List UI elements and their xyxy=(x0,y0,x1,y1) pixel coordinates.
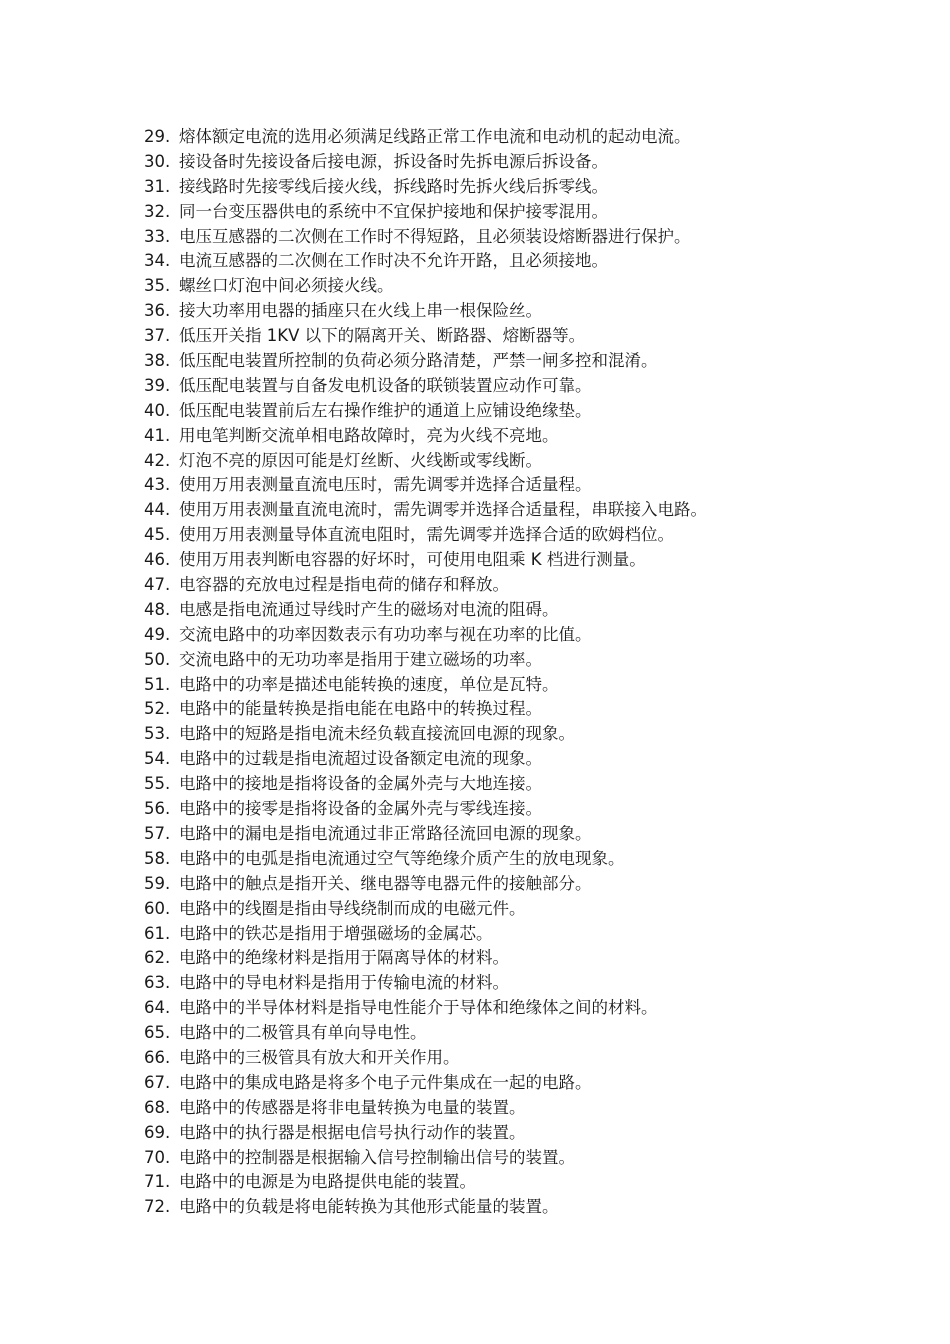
item-number: 55. xyxy=(144,774,171,794)
list-item xyxy=(144,697,707,722)
item-number: 67. xyxy=(144,1072,171,1092)
item-number: 72. xyxy=(144,1197,171,1217)
list-item xyxy=(144,648,707,673)
list-item xyxy=(144,299,707,324)
item-text: 熔体额定电流的选用必须满足线路正常工作电流和电动机的起动电流。 xyxy=(179,127,691,146)
list-item xyxy=(144,349,707,374)
item-text: 使用万用表判断电容器的好坏时，可使用电阻乘 K 档进行测量。 xyxy=(179,550,646,570)
list-item xyxy=(144,225,707,250)
list-item xyxy=(144,424,707,449)
list-item xyxy=(144,598,707,623)
item-text: 同一台变压器供电的系统中不宜保护接地和保护接零混用。 xyxy=(179,201,608,221)
item-text: 电路中的三极管具有放大和开关作用。 xyxy=(179,1047,460,1067)
item-number: 69. xyxy=(144,1122,171,1142)
list-item xyxy=(144,324,707,349)
item-number: 36. xyxy=(144,301,171,321)
item-text: 电路中的负载是将电能转换为其他形式能量的装置。 xyxy=(179,1197,559,1217)
item-number: 32. xyxy=(144,201,171,221)
item-text: 电路中的接地是指将设备的金属外壳与大地连接。 xyxy=(179,774,542,794)
list-item xyxy=(144,1071,707,1096)
list-item xyxy=(144,1170,707,1195)
list-item xyxy=(144,523,707,548)
list-item xyxy=(144,897,707,922)
item-text: 低压开关指 1KV 以下的隔离开关、断路器、熔断器等。 xyxy=(179,326,586,346)
item-text: 电路中的功率是描述电能转换的速度，单位是瓦特。 xyxy=(179,674,559,694)
item-number: 42. xyxy=(144,450,171,470)
item-number: 51. xyxy=(144,674,171,694)
list-item xyxy=(144,548,707,573)
list-item xyxy=(144,399,707,424)
item-number: 65. xyxy=(144,1023,171,1043)
item-number: 40. xyxy=(144,400,171,420)
item-number: 37. xyxy=(144,326,171,346)
item-text: 电路中的传感器是将非电量转换为电量的装置。 xyxy=(179,1097,526,1117)
item-number: 62. xyxy=(144,948,171,968)
list-item xyxy=(144,374,707,399)
item-number: 44. xyxy=(144,500,171,520)
item-number: 43. xyxy=(144,475,171,495)
item-text: 电路中的半导体材料是指导电性能介于导体和绝缘体之间的材料。 xyxy=(179,998,658,1018)
item-text: 使用万用表测量导体直流电阻时，需先调零并选择合适的欧姆档位。 xyxy=(179,525,674,545)
item-text: 电路中的过载是指电流超过设备额定电流的现象。 xyxy=(179,749,542,769)
list-item xyxy=(144,1121,707,1146)
item-text: 电容器的充放电过程是指电荷的储存和释放。 xyxy=(179,575,509,595)
list-item xyxy=(144,747,707,772)
list-item xyxy=(144,1195,707,1220)
item-number: 41. xyxy=(144,425,171,445)
list-item xyxy=(144,1046,707,1071)
list-item xyxy=(144,996,707,1021)
list-item xyxy=(144,274,707,299)
list-item xyxy=(144,1021,707,1046)
item-text: 接线路时先接零线后接火线，拆线路时先拆火线后拆零线。 xyxy=(179,176,608,196)
item-text: 电路中的触点是指开关、继电器等电器元件的接触部分。 xyxy=(179,873,592,893)
list-item xyxy=(144,822,707,847)
item-number: 64. xyxy=(144,998,171,1018)
item-text: 接大功率用电器的插座只在火线上串一根保险丝。 xyxy=(179,301,542,321)
item-text: 电路中的铁芯是指用于增强磁场的金属芯。 xyxy=(179,923,493,943)
list-item xyxy=(144,946,707,971)
item-number: 71. xyxy=(144,1172,171,1192)
list-item xyxy=(144,772,707,797)
item-text: 电路中的集成电路是将多个电子元件集成在一起的电路。 xyxy=(179,1072,592,1092)
item-text: 电路中的执行器是根据电信号执行动作的装置。 xyxy=(179,1122,526,1142)
list-item xyxy=(144,872,707,897)
item-text: 电路中的电源是为电路提供电能的装置。 xyxy=(179,1172,476,1192)
item-text: 电路中的二极管具有单向导电性。 xyxy=(179,1023,427,1043)
list-item xyxy=(144,1096,707,1121)
item-number: 53. xyxy=(144,724,171,744)
list-item xyxy=(144,797,707,822)
list-item xyxy=(144,623,707,648)
numbered-statement-list xyxy=(144,125,707,1220)
item-text: 使用万用表测量直流电流时，需先调零并选择合适量程，串联接入电路。 xyxy=(179,500,707,520)
item-number: 49. xyxy=(144,624,171,644)
item-number: 56. xyxy=(144,799,171,819)
item-text: 电路中的导电材料是指用于传输电流的材料。 xyxy=(179,973,509,993)
item-number: 68. xyxy=(144,1097,171,1117)
list-item xyxy=(144,200,707,225)
item-text: 交流电路中的无功功率是指用于建立磁场的功率。 xyxy=(179,649,542,669)
item-text: 低压配电装置前后左右操作维护的通道上应铺设绝缘垫。 xyxy=(179,400,592,420)
list-item xyxy=(144,971,707,996)
item-text: 电路中的线圈是指由导线绕制而成的电磁元件。 xyxy=(179,898,526,918)
list-item xyxy=(144,573,707,598)
item-number: 70. xyxy=(144,1147,171,1167)
item-number: 39. xyxy=(144,375,171,395)
list-item xyxy=(144,498,707,523)
item-text: 电感是指电流通过导线时产生的磁场对电流的阻碍。 xyxy=(179,599,559,619)
item-number: 59. xyxy=(144,873,171,893)
list-item xyxy=(144,473,707,498)
item-number: 52. xyxy=(144,699,171,719)
list-item xyxy=(144,249,707,274)
item-text: 低压配电装置所控制的负荷必须分路清楚，严禁一闸多控和混淆。 xyxy=(179,351,658,371)
item-text: 电路中的控制器是根据输入信号控制输出信号的装置。 xyxy=(179,1147,575,1167)
item-text: 电路中的漏电是指电流通过非正常路径流回电源的现象。 xyxy=(179,823,592,843)
item-text: 电流互感器的二次侧在工作时决不允许开路，且必须接地。 xyxy=(179,251,608,271)
list-item xyxy=(144,922,707,947)
item-number: 63. xyxy=(144,973,171,993)
item-text: 螺丝口灯泡中间必须接火线。 xyxy=(179,276,394,296)
item-number: 47. xyxy=(144,575,171,595)
item-number: 66. xyxy=(144,1047,171,1067)
item-number: 35. xyxy=(144,276,171,296)
item-text: 电压互感器的二次侧在工作时不得短路，且必须装设熔断器进行保护。 xyxy=(179,226,691,246)
item-text: 灯泡不亮的原因可能是灯丝断、火线断或零线断。 xyxy=(179,450,542,470)
item-number: 50. xyxy=(144,649,171,669)
item-number: 46. xyxy=(144,550,171,570)
item-number: 54. xyxy=(144,749,171,769)
item-text: 电路中的电弧是指电流通过空气等绝缘介质产生的放电现象。 xyxy=(179,848,625,868)
list-item xyxy=(144,1146,707,1171)
item-number: 61. xyxy=(144,923,171,943)
item-text: 电路中的短路是指电流未经负载直接流回电源的现象。 xyxy=(179,724,575,744)
item-number: 57. xyxy=(144,823,171,843)
item-number: 58. xyxy=(144,848,171,868)
item-number: 33. xyxy=(144,226,171,246)
item-number: 38. xyxy=(144,351,171,371)
list-item xyxy=(144,125,707,150)
item-number: 48. xyxy=(144,599,171,619)
item-text: 接设备时先接设备后接电源，拆设备时先拆电源后拆设备。 xyxy=(179,151,608,171)
item-text: 用电笔判断交流单相电路故障时，亮为火线不亮地。 xyxy=(179,425,559,445)
item-number: 30. xyxy=(144,151,171,171)
item-number: 34. xyxy=(144,251,171,271)
list-item xyxy=(144,847,707,872)
item-text: 交流电路中的功率因数表示有功功率与视在功率的比值。 xyxy=(179,624,592,644)
item-number: 31. xyxy=(144,176,171,196)
list-item xyxy=(144,175,707,200)
item-text: 低压配电装置与自备发电机设备的联锁装置应动作可靠。 xyxy=(179,375,592,395)
list-item xyxy=(144,722,707,747)
list-item xyxy=(144,449,707,474)
item-text: 电路中的绝缘材料是指用于隔离导体的材料。 xyxy=(179,948,509,968)
list-item xyxy=(144,150,707,175)
item-number: 60. xyxy=(144,898,171,918)
item-text: 电路中的能量转换是指电能在电路中的转换过程。 xyxy=(179,699,542,719)
item-text: 电路中的接零是指将设备的金属外壳与零线连接。 xyxy=(179,799,542,819)
item-text: 使用万用表测量直流电压时，需先调零并选择合适量程。 xyxy=(179,475,592,495)
item-number: 45. xyxy=(144,525,171,545)
list-item xyxy=(144,673,707,698)
item-number: 29. xyxy=(144,127,171,146)
